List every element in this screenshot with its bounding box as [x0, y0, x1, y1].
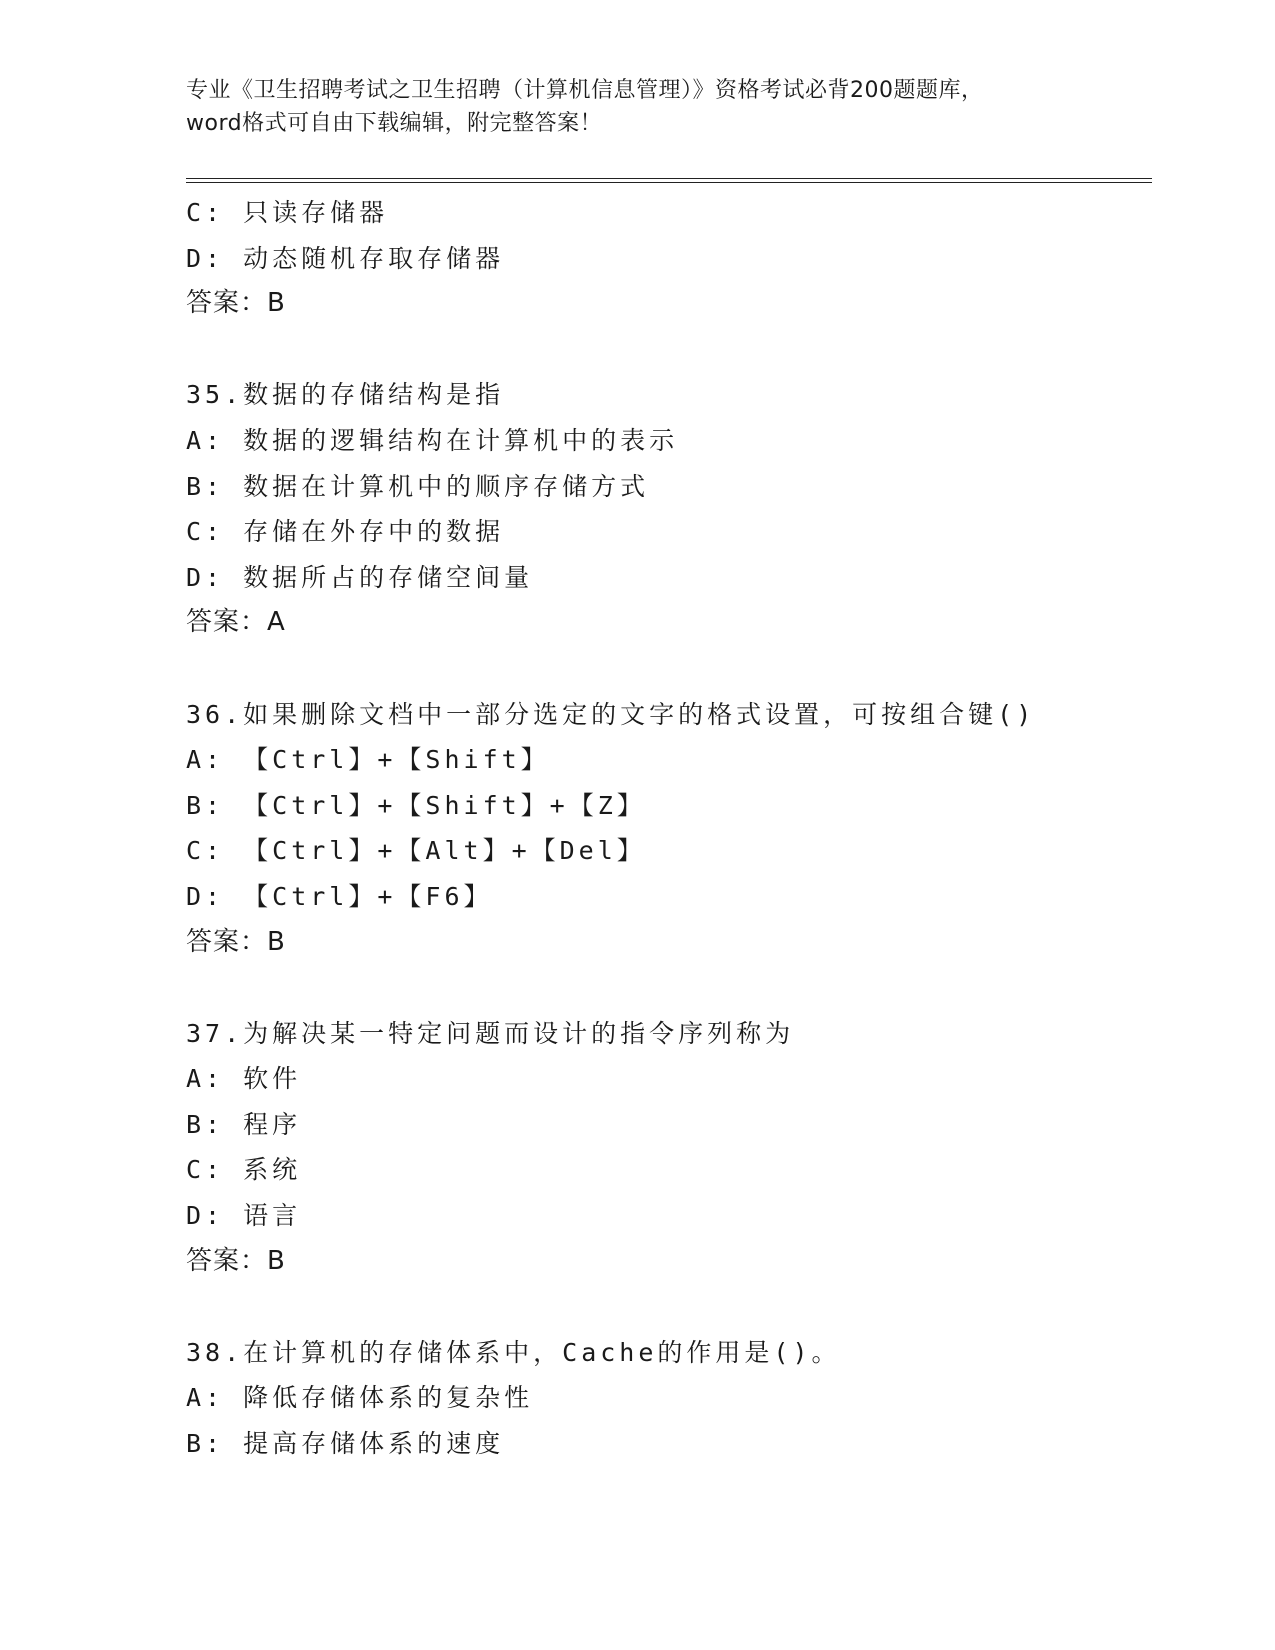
- header-line-2: word格式可自由下载编辑，附完整答案！: [186, 111, 603, 136]
- option-d: D: 【Ctrl】+【F6】: [186, 881, 493, 911]
- answer: 答案：B: [186, 1245, 286, 1276]
- document-header: [186, 74, 1086, 140]
- option-d: D: 动态随机存取存储器: [186, 243, 505, 273]
- question-35: [186, 372, 1146, 646]
- option-a: A: 软件: [186, 1064, 302, 1094]
- option-c: C: 存储在外存中的数据: [186, 517, 505, 547]
- answer: 答案：B: [186, 288, 286, 319]
- option-c: C: 【Ctrl】+【Alt】+【Del】: [186, 836, 646, 866]
- header-line-1: 专业《卫生招聘考试之卫生招聘（计算机信息管理）》资格考试必背200题题库，: [186, 78, 984, 103]
- answer: 答案：A: [186, 607, 286, 638]
- question-37: [186, 1011, 1146, 1285]
- question-stem: 37.为解决某一特定问题而设计的指令序列称为: [186, 1018, 795, 1048]
- question-list: [186, 190, 1146, 1467]
- option-a: A: 【Ctrl】+【Shift】: [186, 745, 550, 775]
- question-stem: 36.如果删除文档中一部分选定的文字的格式设置，可按组合键(): [186, 699, 1036, 729]
- option-d: D: 数据所占的存储空间量: [186, 562, 534, 592]
- question-36: [186, 692, 1146, 966]
- header-divider: [186, 178, 1152, 183]
- spacer: [186, 965, 1146, 1011]
- option-b: B: 【Ctrl】+【Shift】+【Z】: [186, 790, 646, 820]
- question-stem: 35.数据的存储结构是指: [186, 380, 505, 410]
- question-stem: 38.在计算机的存储体系中，Cache的作用是()。: [186, 1337, 841, 1367]
- option-c: C: 只读存储器: [186, 198, 389, 227]
- option-a: A: 降低存储体系的复杂性: [186, 1383, 534, 1413]
- spacer: [186, 327, 1146, 373]
- answer: 答案：B: [186, 926, 286, 957]
- option-d: D: 语言: [186, 1201, 302, 1231]
- option-a: A: 数据的逻辑结构在计算机中的表示: [186, 425, 679, 455]
- question-38: [186, 1330, 1146, 1467]
- spacer: [186, 646, 1146, 692]
- question-34-continued: [186, 190, 1146, 327]
- spacer: [186, 1284, 1146, 1330]
- option-c: C: 系统: [186, 1155, 302, 1185]
- option-b: B: 提高存储体系的速度: [186, 1429, 505, 1459]
- option-b: B: 数据在计算机中的顺序存储方式: [186, 471, 650, 501]
- option-b: B: 程序: [186, 1109, 302, 1139]
